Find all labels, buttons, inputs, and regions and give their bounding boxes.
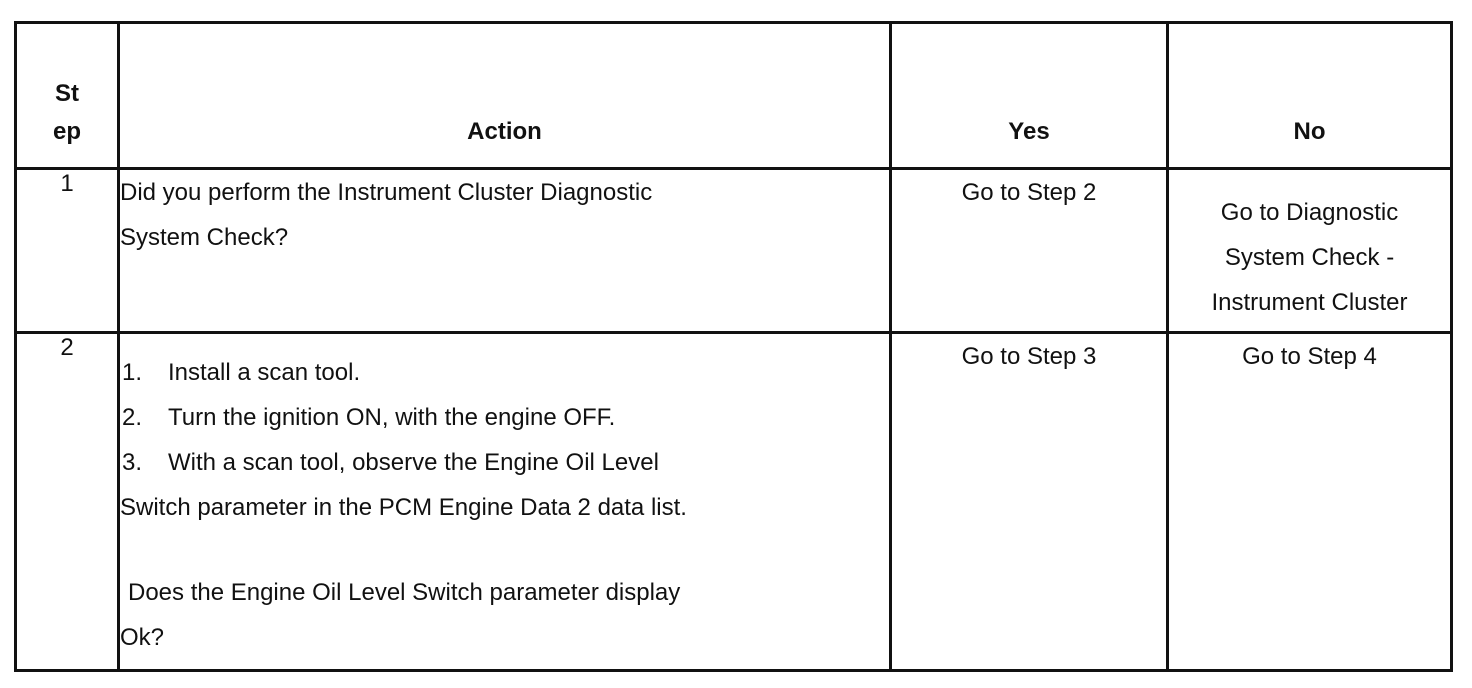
action-text: System Check? <box>120 224 289 251</box>
diagnostic-table <box>14 21 1453 672</box>
step-number: 1 <box>16 169 119 333</box>
yes-cell: Go to Step 3 <box>891 333 1168 671</box>
step-item-text: With a scan tool, observe the Engine Oil Level <box>168 449 659 476</box>
table-row <box>16 333 1452 671</box>
no-text: Go to Diagnostic <box>1220 199 1399 226</box>
list-item <box>120 395 889 440</box>
question-text: Ok? <box>120 624 165 651</box>
step-item-text: Install a scan tool. <box>168 359 361 386</box>
step-item-number: 1. <box>122 359 143 386</box>
yes-cell: Go to Step 2 <box>891 169 1168 333</box>
header-yes: Yes <box>891 23 1168 169</box>
action-cell <box>119 333 891 671</box>
step-item-number: 3. <box>122 449 143 476</box>
no-cell: Go to Step 4 <box>1168 333 1452 671</box>
header-no: No <box>1168 23 1452 169</box>
no-text: System Check - <box>1224 244 1395 271</box>
action-cell <box>119 169 891 333</box>
step-item-text: Turn the ignition ON, with the engine OFF. <box>168 404 616 431</box>
no-cell <box>1168 169 1452 333</box>
no-text: Instrument Cluster <box>1211 289 1408 316</box>
list-item <box>120 440 889 485</box>
step-number: 2 <box>16 333 119 671</box>
action-continuation: Switch parameter in the PCM Engine Data 2 data list. <box>120 494 687 521</box>
step-item-number: 2. <box>122 404 143 431</box>
header-step-line1: St <box>55 80 79 107</box>
action-text: Did you perform the Instrument Cluster Diagnostic <box>120 179 653 206</box>
action-steps-list <box>120 350 889 485</box>
header-action: Action <box>119 23 891 169</box>
table-row <box>16 169 1452 333</box>
list-item <box>120 350 889 395</box>
header-step <box>16 23 119 169</box>
header-step-line2: ep <box>52 118 81 145</box>
header-row <box>16 23 1452 169</box>
question-text: Does the Engine Oil Level Switch parameter display <box>128 579 681 606</box>
